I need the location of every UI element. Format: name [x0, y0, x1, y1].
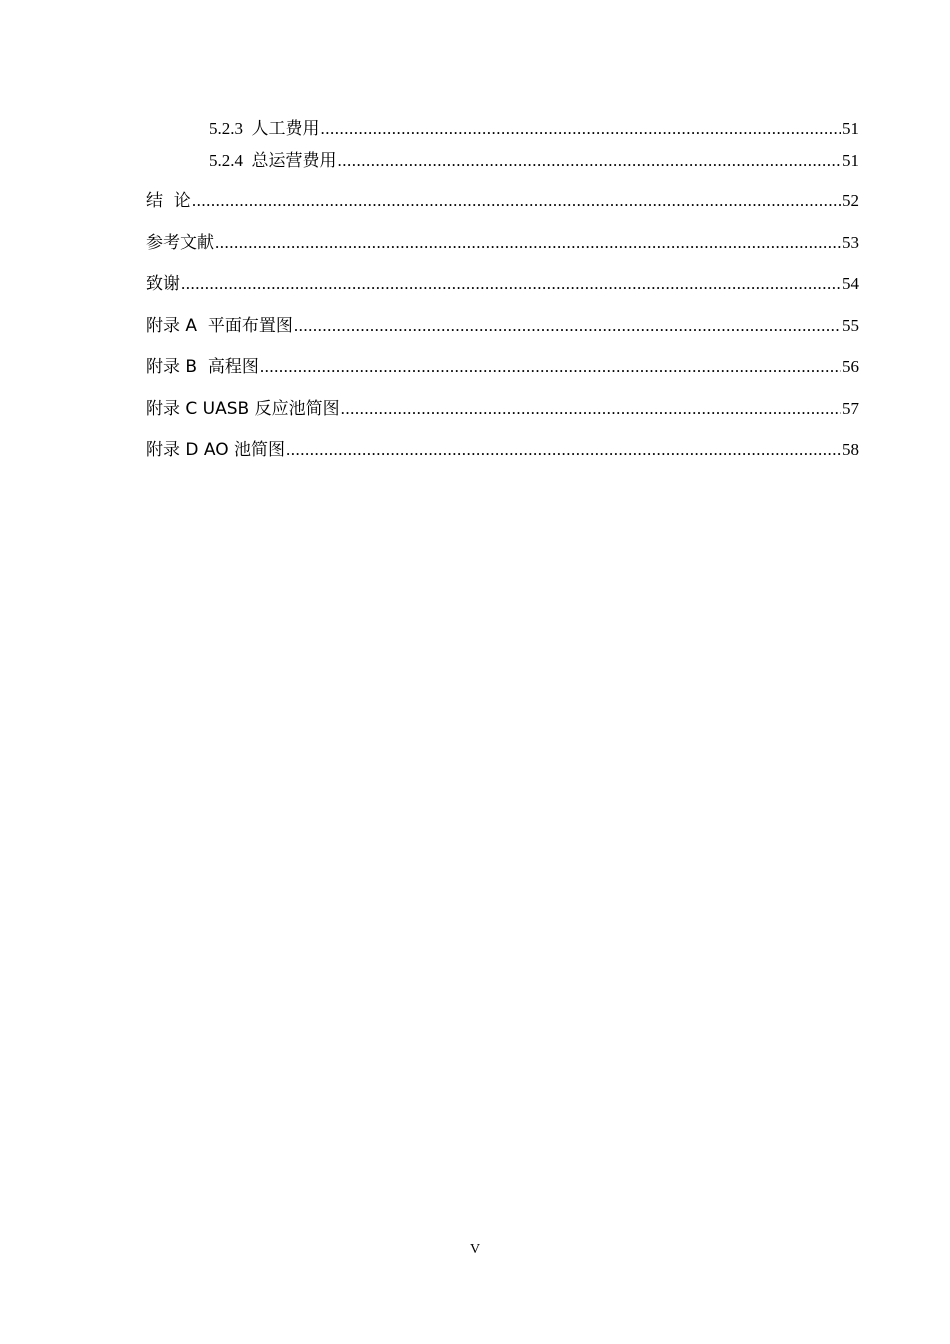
- toc-entry-label: 结 论: [146, 191, 191, 211]
- toc-entry-label: 致谢: [146, 274, 180, 294]
- toc-dot-leader: [294, 315, 841, 337]
- toc-entry-page: 54: [842, 274, 859, 293]
- toc-entry-label: 附录 B 高程图: [146, 357, 259, 377]
- toc-entry-page: 56: [842, 357, 859, 376]
- toc-entry-conclusion[interactable]: [146, 190, 859, 232]
- toc-entry-page: 57: [842, 398, 859, 418]
- toc-dot-leader: [181, 273, 841, 295]
- toc-entry-label: 附录 D AO 池简图: [146, 440, 286, 460]
- toc-dot-leader: [341, 398, 841, 420]
- toc-entry-appendix-a[interactable]: [146, 315, 859, 357]
- toc-entry-label: 参考文献: [146, 232, 214, 253]
- toc-entry-label: 5.2.4 总运营费用: [209, 151, 337, 170]
- toc-entry-references[interactable]: [146, 232, 859, 274]
- table-of-contents: [146, 118, 859, 481]
- toc-entry-page: 53: [842, 232, 859, 252]
- toc-dot-leader: [192, 190, 841, 212]
- toc-entry-page: 52: [842, 191, 859, 210]
- toc-entry-label: 附录 C UASB 反应池简图: [146, 398, 340, 419]
- toc-entry-appendix-b[interactable]: [146, 356, 859, 398]
- toc-dot-leader: [215, 232, 841, 254]
- toc-entry-page: 55: [842, 315, 859, 335]
- toc-dot-leader: [286, 439, 841, 461]
- toc-entry-label: 附录 A 平面布置图: [146, 315, 293, 336]
- toc-entry-acknowledgements[interactable]: [146, 273, 859, 315]
- toc-entry-label: 5.2.3 人工费用: [209, 119, 320, 138]
- toc-entry-appendix-c[interactable]: [146, 398, 859, 440]
- page-number-footer: V: [469, 1242, 481, 1257]
- toc-entry-page: 51: [842, 151, 859, 170]
- toc-entry-5-2-4[interactable]: [146, 150, 859, 182]
- toc-entry-page: 51: [842, 119, 859, 138]
- toc-dot-leader: [338, 150, 842, 172]
- toc-dot-leader: [321, 118, 842, 140]
- toc-dot-leader: [260, 356, 841, 378]
- toc-entry-appendix-d[interactable]: [146, 439, 859, 481]
- toc-entry-page: 58: [842, 440, 859, 459]
- toc-entry-5-2-3[interactable]: [146, 118, 859, 150]
